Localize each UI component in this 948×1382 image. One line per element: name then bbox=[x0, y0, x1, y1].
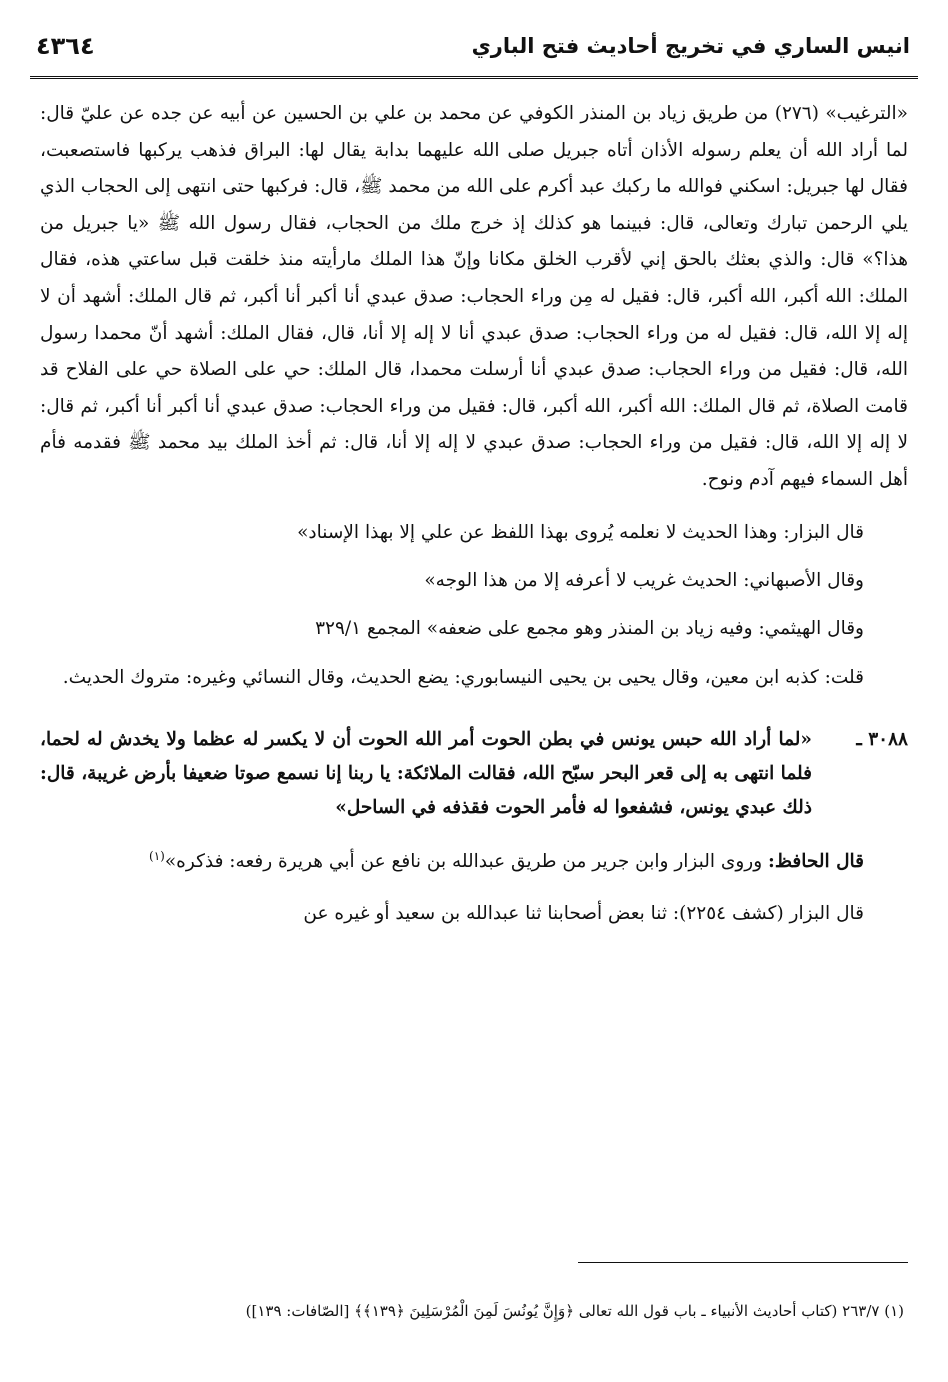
hadith-block bbox=[40, 723, 908, 825]
hadith-number: ٣٠٨٨ ـ bbox=[856, 728, 908, 750]
asbahani-quote: وقال الأصبهاني: الحديث غريب لا أعرفه إلا من هذا الوجه» bbox=[424, 569, 864, 591]
opening-paragraph: «الترغيب» (٢٧٦) من طريق زياد بن المنذر الكوفي عن محمد بن علي بن الحسين عن أبيه عن جده عن عليّ قال: لما أراد الله أن يعلم رسوله الأذان أتاه جبريل صلى الله عليهما بدابة يقال لها: البراق فذهب يركبها فاستصعبت، فقال لها جبريل: اسكني فوالله ما ركبك عبد أكرم على الله من محمد ﷺ، قال: فركبها حتى انتهى إلى الحجاب الذي يلي الرحمن تبارك وتعالى، قال: فبينما هو كذلك إذ خرج ملك من الحجاب، فقال رسول الله ﷺ «يا جبريل من هذا؟» قال: والذي بعثك بالحق إني لأقرب الخلق مكانا وإنّ هذا الملك مارأيته منذ خلقت قبل ساعتي هذه، فقال الملك: الله أكبر، الله أكبر، قال: فقيل له مِن وراء الحجاب: صدق عبدي أنا أكبر أنا أكبر، ثم قال الملك: أشهد أن لا إله إلا الله، قال: فقيل له من وراء الحجاب: صدق عبدي أنا لا إله إلا أنا، قال، فقال الملك: أشهد أنّ محمدا رسول الله، قال: فقيل من وراء الحجاب: صدق عبدي أنا أرسلت محمدا، قال الملك: حي على الصلاة حي على الفلاح قد قامت الصلاة، ثم قال الملك: الله أكبر، الله أكبر، قال: فقيل من وراء الحجاب: صدق عبدي أنا أكبر أنا أكبر، ثم قال: لا إله إلا الله، قال: فقيل من وراء الحجاب: صدق عبدي لا إله إلا أنا، قال: ثم أخذ الملك بيد محمد ﷺ فقدمه فأم أهل السماء فيهم آدم ونوح. bbox=[40, 103, 908, 490]
bazzar-quote: قال البزار: وهذا الحديث لا نعلمه يُروى بهذا اللفظ عن علي إلا بهذا الإسناد» bbox=[297, 521, 864, 543]
hadith-text: «لما أراد الله حبس يونس في بطن الحوت أمر الله الحوت أن لا يكسر له عظما ولا يخدش له لحما، فلما انتهى به إلى قعر البحر سبّح الله، فقالت الملائكة: يا ربنا إنا نسمع صوتا ضعيفا بأرض غريبة، قال: ذلك عبدي يونس، فشفعوا له فأمر الحوت فقذفه في الساحل» bbox=[40, 728, 812, 818]
bazzar-chain: قال البزار (كشف ٢٢٥٤): ثنا بعض أصحابنا ثنا عبدالله بن سعيد أو غيره عن bbox=[303, 902, 864, 924]
book-title: انيس الساري في تخريج أحاديث فتح الباري bbox=[471, 34, 910, 58]
page-header bbox=[30, 32, 918, 79]
footnote-divider bbox=[578, 1262, 908, 1263]
main-text bbox=[40, 96, 908, 949]
author-note: قلت: كذبه ابن معين، وقال يحيى بن يحيى النيسابوري: يضع الحديث، وقال النسائي وغيره: متروك الحديث. bbox=[62, 666, 864, 688]
footnote-ref: (١) bbox=[149, 848, 165, 863]
hafiz-label: قال الحافظ: bbox=[768, 850, 864, 872]
footnote: (١) ٢٦٣/٧ (كتاب أحاديث الأنبياء ـ باب قول الله تعالى ﴿وَإِنَّ يُونُسَ لَمِنَ الْمُرْسَلِينَ ﴿١٣٩﴾﴾ [الصّافات: ١٣٩]) bbox=[245, 1302, 904, 1320]
hafiz-text: وروى البزار وابن جرير من طريق عبدالله بن نافع عن أبي هريرة رفعه: فذكره» bbox=[164, 850, 769, 872]
page-number: ٤٣٦٤ bbox=[36, 32, 95, 60]
haythami-quote: وقال الهيثمي: وفيه زياد بن المنذر وهو مجمع على ضعفه» المجمع ٣٢٩/١ bbox=[315, 617, 864, 639]
hafiz-paragraph bbox=[40, 841, 908, 877]
